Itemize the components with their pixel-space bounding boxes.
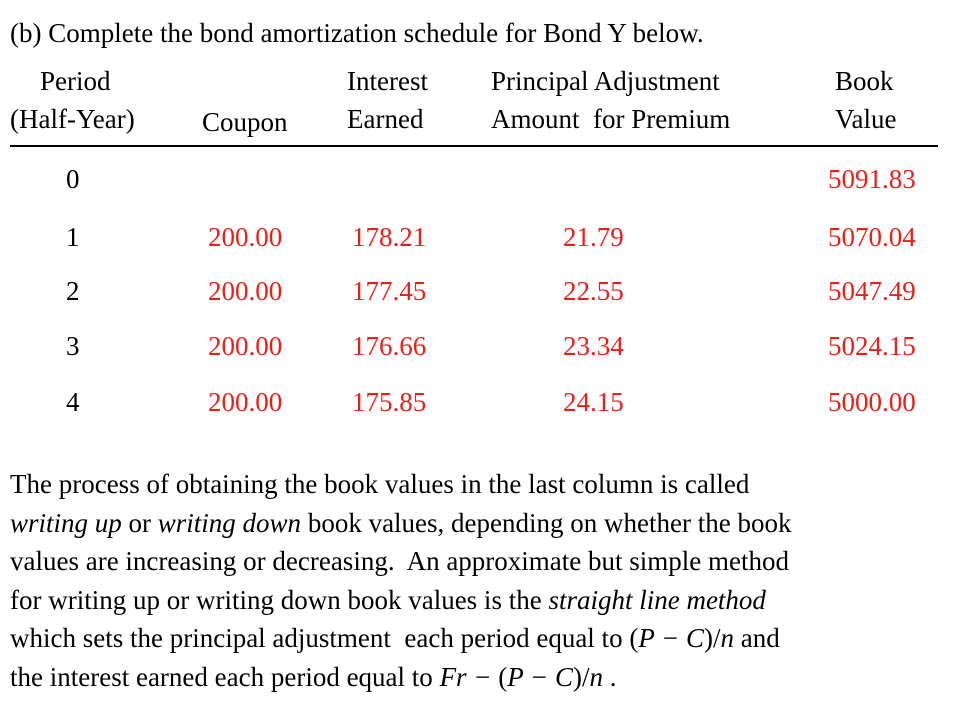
text-run: values are increasing or decreasing. An approximate but simple method bbox=[10, 546, 790, 576]
cell-interest: 178.21 bbox=[352, 222, 427, 252]
explanation-paragraph bbox=[10, 465, 950, 696]
paragraph-line bbox=[10, 658, 950, 697]
header-rule bbox=[10, 145, 938, 147]
text-run: book values, depending on whether the book bbox=[301, 507, 792, 538]
col-interest-line1: Interest bbox=[347, 66, 428, 96]
text-run: or bbox=[121, 507, 158, 538]
page-heading: (b) Complete the bond amortization schedule for Bond Y below. bbox=[10, 18, 704, 48]
math-n: n bbox=[720, 623, 735, 653]
paragraph-line bbox=[10, 504, 950, 543]
cell-coupon: 200.00 bbox=[208, 276, 283, 306]
col-period-line1: Period bbox=[40, 66, 111, 96]
term-straight-line-method: straight line method bbox=[548, 584, 766, 615]
cell-book-value: 5070.04 bbox=[828, 222, 916, 252]
cell-interest: 175.85 bbox=[352, 387, 427, 417]
paragraph-line bbox=[10, 619, 950, 658]
cell-period: 1 bbox=[66, 222, 80, 252]
text-run: )/ bbox=[704, 623, 721, 653]
cell-period: 3 bbox=[66, 331, 80, 361]
math-fr: Fr − bbox=[439, 661, 499, 692]
cell-period: 2 bbox=[66, 276, 80, 306]
col-principal-line1: Principal Adjustment bbox=[491, 66, 720, 96]
text-run: The process of obtaining the book values in the last column is called bbox=[10, 469, 750, 499]
col-book-line1: Book bbox=[835, 66, 894, 96]
math-p-minus-c: P − C bbox=[638, 623, 705, 653]
term-writing-down: writing down bbox=[157, 507, 302, 538]
cell-principal: 22.55 bbox=[563, 276, 624, 306]
col-interest-line2: Earned bbox=[347, 104, 424, 134]
text-run: which sets the principal adjustment each period equal to ( bbox=[10, 623, 639, 653]
cell-principal: 21.79 bbox=[563, 222, 624, 252]
term-writing-up: writing up bbox=[10, 507, 122, 538]
cell-interest: 176.66 bbox=[352, 331, 427, 361]
cell-coupon: 200.00 bbox=[208, 387, 283, 417]
text-run: ( bbox=[498, 661, 508, 692]
col-period-line2: (Half-Year) bbox=[10, 104, 135, 134]
text-run: and bbox=[734, 623, 780, 653]
cell-coupon: 200.00 bbox=[208, 222, 283, 252]
cell-book-value: 5091.83 bbox=[828, 164, 916, 194]
text-run: the interest earned each period equal to bbox=[10, 661, 440, 692]
col-book-line2: Value bbox=[835, 104, 897, 134]
text-run: for writing up or writing down book values is the bbox=[10, 584, 549, 615]
text-run: )/ bbox=[573, 661, 590, 692]
col-principal-line2: Amount for Premium bbox=[491, 104, 731, 134]
paragraph-line bbox=[10, 581, 950, 620]
math-p-minus-c: P − C bbox=[507, 661, 574, 692]
paragraph-line bbox=[10, 542, 950, 581]
math-n: n bbox=[589, 661, 604, 692]
cell-period: 4 bbox=[66, 387, 80, 417]
cell-principal: 24.15 bbox=[563, 387, 624, 417]
col-coupon: Coupon bbox=[202, 107, 288, 137]
text-run: . bbox=[603, 661, 617, 692]
cell-book-value: 5047.49 bbox=[828, 276, 916, 306]
cell-principal: 23.34 bbox=[563, 331, 624, 361]
cell-book-value: 5000.00 bbox=[828, 387, 916, 417]
cell-interest: 177.45 bbox=[352, 276, 427, 306]
paragraph-line bbox=[10, 465, 950, 504]
cell-period: 0 bbox=[66, 164, 80, 194]
cell-book-value: 5024.15 bbox=[828, 331, 916, 361]
cell-coupon: 200.00 bbox=[208, 331, 283, 361]
